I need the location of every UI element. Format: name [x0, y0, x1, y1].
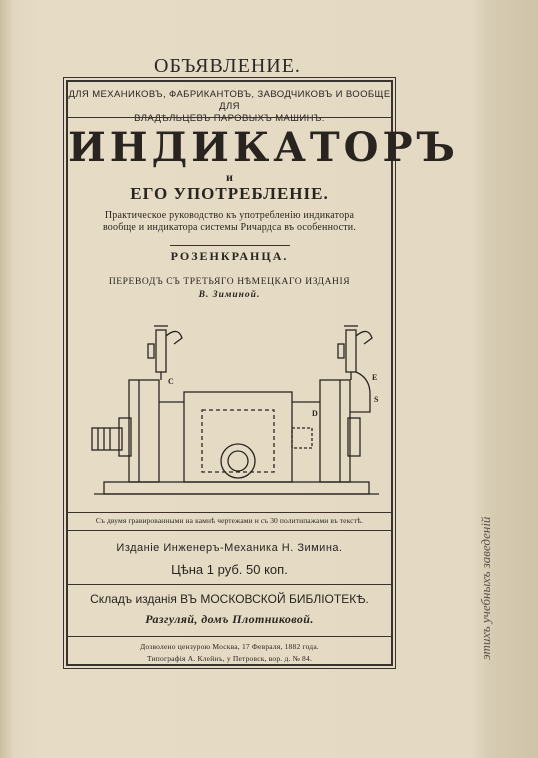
announcement-title: ОБЪЯВЛЕНИЕ. [154, 55, 301, 77]
audience-subtitle [68, 89, 391, 125]
base-plate [104, 482, 369, 494]
printer-note: Типографія А. Клейнъ, у Петровск, вор. д. № 84. [146, 654, 313, 663]
figure-label-c: C [168, 377, 174, 386]
divider-caption-bottom [68, 530, 391, 531]
shaft-hub [92, 428, 122, 450]
book-description [68, 210, 391, 234]
author-name: РОЗЕНКРАНЦА. [170, 249, 289, 263]
figure-label-e: E [372, 373, 378, 382]
figure-caption: Съ двумя гравированными на камнѣ чертежами и съ 30 политипажами въ текстѣ. [95, 516, 364, 525]
divider-author [170, 245, 290, 246]
divider-top [68, 117, 391, 118]
figure-label-d: D [312, 409, 318, 418]
subtitle-line-2: ВЛАДѢЛЬЦЕВЪ ПАРОВЫХЪ МАШИНЪ. [134, 113, 325, 124]
divider-caption [68, 512, 391, 513]
description-line-2: вообще и индикатора системы Ричардса въ особенности. [102, 222, 357, 233]
book-title-2: ЕГО УПОТРЕБЛЕНІЕ. [130, 184, 329, 203]
edition-line: Изданіе Инженеръ-Механика Н. Зимина. [116, 542, 343, 554]
indicator-right [346, 330, 356, 372]
translation-note [68, 276, 391, 302]
book-title-and: и [226, 170, 233, 184]
steam-pipe [350, 372, 370, 412]
cylinder-body [184, 392, 292, 482]
warehouse-line: Складъ изданія ВЪ МОСКОВСКОЙ БИБЛІОТЕКѢ. [90, 592, 369, 606]
figure-label-s: S [374, 395, 379, 404]
subtitle-line-1: ДЛЯ МЕХАНИКОВЪ, ФАБРИКАНТОВЪ, ЗАВОДЧИКОВЪ И ВООБЩЕ ДЛЯ [68, 89, 391, 112]
margin-handwriting: этихъ учебныхъ заведеній [478, 516, 493, 660]
right-column [320, 380, 350, 482]
divider-footer [68, 636, 391, 637]
indicator-engraving [84, 310, 384, 510]
indicator-left [156, 330, 166, 372]
divider-price [68, 584, 391, 585]
book-title: ИНДИКАТОРЪ [68, 124, 459, 171]
translator-name: В. Зиминой. [198, 290, 261, 300]
price-line: Цѣна 1 руб. 50 коп. [171, 562, 288, 577]
warehouse-address: Разгуляй, домъ Плотниковой. [145, 612, 314, 626]
flywheel [221, 444, 255, 478]
censor-note: Дозволено цензурою Москва, 17 Февраля, 1882 года. [140, 642, 319, 651]
translation-line: ПЕРЕВОДЪ СЪ ТРЕТЬЯГО НѢМЕЦКАГО ИЗДАНІЯ [108, 277, 351, 287]
left-column [129, 380, 159, 482]
description-line-1: Практическое руководство къ употребленію индикатора [104, 210, 355, 221]
